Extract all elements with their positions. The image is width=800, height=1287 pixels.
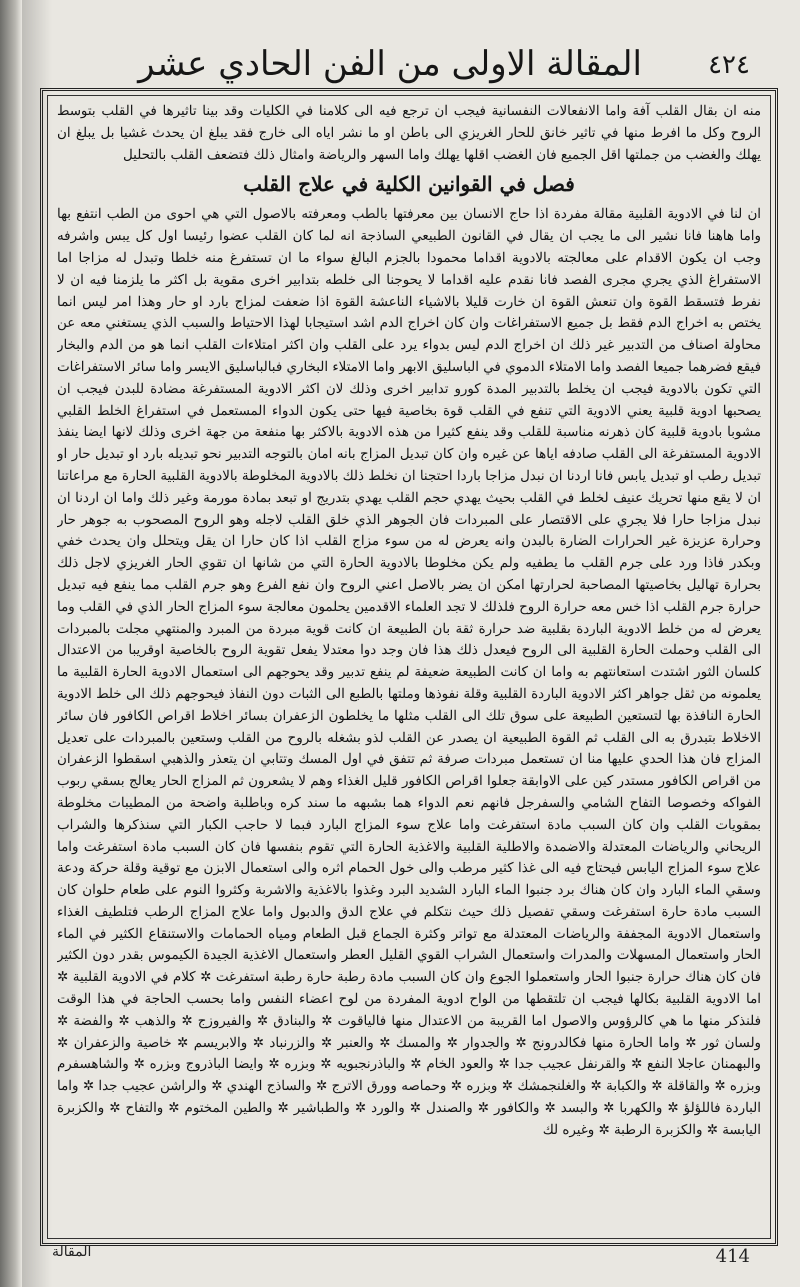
text-frame: [40, 88, 778, 1246]
section-heading: فصل في القوانين الكلية في علاج القلب: [243, 172, 575, 197]
running-title: المقالة الاولى من الفن الحادي عشر: [138, 44, 642, 84]
paragraph-1: منه ان بقال القلب آفة واما الانفعالات النفسانية فيجب ان ترجع فيه الى كلامنا في الكليات وقد بينا تاثيرها في القلب بتوسط الروح وكل ما افرط منها في تاثير خانق للحار الغريزي الى باطن او ما نشر اياه الى خارج فقد يبلغ ان يحدث غشيا بل يبلغ ان يهلك والغضب من جملتها اقل الجميع فان الغضب اقلها يهلك واما السهر والرياضة وامثال ذلك فتضعف القلب بالتحليل: [57, 104, 761, 163]
book-spine-shadow: [0, 0, 22, 1287]
footer-page-number: 414: [715, 1246, 750, 1267]
paragraph-2: ان لنا في الادوية القلبية مقالة مفردة اذا حاج الانسان بين معرفتها بالطب ومعرفته بالاصول التي هي احوى من الطب انتفع بها واما هاهنا فانا نشير الى ما يجب ان يقال في القانون الطبيعي الساذجة انه لما كان القلب عضوا رئيسا اول كل يبس واشرفه وجب ان يكون الاقدام على معالجته بالادوية اقداما محمودا بالجزم البالغ سواء ما ان تستفرغ منه خلطا وتبدل له مزاجا اما الاستفراغ الذي يجري مجرى الفصد فانا نقدم عليه اقداما لا يحوجنا الى خلطه بتدابير اخرى مقوية بل اكثر ما يلزمنا فيه ان لا نفرط فتسقط القوة وان تنعش القوة ان خارت قليلا بالاشياء الناعشة القوة اذا ضعفت لمزاج بارد او حار وهذا امر ليس انما يختص به اخراج الدم فقط بل جميع الاستفراغات وان كان اخراج الدم اشد استيجابا لهذا الاحتياط والسبب الذي يستغني معه عن محاولة اصناف من التدبير غير ذلك ان اخراج الدم ليس بدواء يرد على القلب وان اكثر امتلاءات القلب انما هو من الدم والبخار فيقع فضرهما جميعا الفصد واما الامتلاء الدموي في الباسليق الابهر واما الامتلاء البخاري فبالباسليق الايسر واما سائر الاستفراغات التي تكون بالادوية فيجب ان يخلط بالتدبير المدة كورو تدابير اخرى وذلك لان اكثر الادوية المستفرغة مضادة للبدن فيجب ان يصحبها ادوية قلبية يعني الادوية التي تنفع في القلب قوة بخاصية فيها حتى يكون الدواء المستعمل في استفراغ الخلط القلبي مشوبا بادوية قلبية كان ذهرنه مناسبة للقلب وقد ينفع كثيرا من هذه الادوية بالاكثر بها منفعة من جهة اخرى وذلك لانها ايضا ينفذ الادوية المستفرغة الى القلب صادفه اياها عن غيره وان كان تبديل المزاج بانه امان بالتوجه التدبير نحو تبديله بارد او تبديل حار او تبديل رطب او تبديل يابس فانا اردنا ان نبدل مزاجا باردا احتجنا ان نخلط ذلك بالادوية المخلوطة بالادوية القلبية الحارة مع مراعاتنا ان لا يقع منها تحريك عنيف لخلط في القلب بحيث يهدي حجم القلب يهدي بتدريج او تبعد بمادة مورمة وغير ذلك واما ان اردنا ان نبدل مزاجا حارا فلا يجري على الاقتصار على المبردات فان الجوهر الذي خلق القلب لاجله وهو الروح المصحوب به جوهر حار وحرارة عزيزة غير الحرارات الضارة بالبدن وانه يعرض له من سوء مزاج القلب اذا كان حارا ان يقل ويتحلل وان يحدث خفي وبكدر فاذا ورد على جرم القلب ما يطفيه ولم يكن مخلوطا بالادوية الحارة التي من شانها ان تقوي الحار الغريزي لاجل ذلك بحرارة تهاليل بخاصيتها المصاحبة لحرارتها امكن ان يضر بالاصل اعني الروح وان نفع الفرع وهو جرم القلب مما ينفع فيه تبديل حرارة جرم القلب اذا خس معه حرارة الروح فلذلك لا تجد العلماء الاقدمين يحلمون معالجة سوء المزاج الحار الذي في القلب وما يعرض له من خلط الادوية الباردة بقلبية ضد حرارة ثقة بان الطبيعة ان كانت قوية مبردة من المبرد والمنتهي مجلت بالمبردات الى القلب وحملت الحارة القلبية الى الروح فيعدل ذلك هذا فان وجد دوا معتدلا يفعل تقوية الروح بالخاصية اوقريبا من الاعتدال كلسان الثور اشتدت استعانتهم به واما ان كانت الطبيعة ضعيفة لم ينفع تدبير وقد يحوجهم الى استعمال الادوية الحارة القلبية ما يعلمونه من ثقل جواهر اكثر الادوية الباردة القلبية وقلة نفوذها وملتها بالطبع الى الثبات دون النفاذ فيحوجهم ذلك الى خلط الادوية الحارة النافذة بها لتستعين الطبيعة على سوق تلك الى القلب مثلها ما يخلطون الزعفران بسائر اخلاط اقراص الكافور فان سائر الاخلاط بتبدرق به الى القلب ثم القوة الطبيعية ان يصدر عن القلب لذو بشغله بالروح من القلب وستعين بالمبردات على تعديل المزاج فان هذا الحدي عليها منا ان تستعمل مبردات صرفة ثم تتفق في اول المسك وتتابي ان يتعذر والذهبي اسقطوا الزعفران من اقراص الكافور مستدر كين على الاوابقة جعلوا اقراص الكافور قليل الغذاء وهم لا يشعرون ثم المزاج الحار يعالج بسقي ربوب الفواكه وخصوصا التفاح الشامي والسفرجل فانهم نعم الدواء هما بشبهه ما سند كره وباطلبة واضحة من المطيبات مخلوطة بمقويات القلب وان كان السبب مادة استفرغت واما علاج سوء المزاج البارد فبما لا حاجب الكبار التي سنذكرها والشراب الريحاني والرياضات المعتدلة والاضمدة والاطلية القلبية والاغذية الحارة التي تقوم بنفسها فان كان السبب مادة استفرغت واما علاج سوء المزاج اليابس فيحتاج فيه الى غذا كثير مرطب والى خول الحمام اثره والى استعمال الابزن مع توقية وقلة حركة ودعة وسقي الماء البارد وان كان هناك برد جنبوا الماء البارد الشديد البرد وغذوا بالاغذية والاشربة وكثروا النوم على طعام حلوان كان السبب مادة حارة استفرغت وسقي تفصيل ذلك حيث نتكلم في علاج الدق والدبول واما علاج المزاج الرطب فتلطيف الغذاء واستعمال الادوية المجففة والرياضات المعتدلة مع تواتر وكثرة الجماع قبل الطعام ومياه الحمامات والاستنقاع الكثير في الماء الحار واستعمال المسهلات والمدرات واستعمال الشراب القوي القليل العطر واستعمال الاغذية الجيدة الكيموس بقدر دون الكثير فان كان هناك حرارة جنبوا الحار واستعملوا الجوع وان كان السبب مادة رطبة حارة رطبة استفرغت ✲ كلام في الادوية القلبية ✲ اما الادوية القلبية بكالها فيجب ان تلتقطها من الواح ادوية المفردة من لوح اعضاء النفس واما بحسب الحاجة في هذا الوقت فلنذكر منها ما هي كالرؤوس والاصول اما القريبة من الاعتدال منها فالياقوت ✲ والبنادق ✲ والفيروزج ✲ والذهب ✲ والفضة ✲ ولسان ثور ✲ واما الحارة منها فكالدرونج ✲ والجدوار ✲ والمسك ✲ والعنبر ✲ والزرنباد ✲ والابريسم ✲ خاصية والزعفران ✲ والبهمنان عاجلا النفع ✲ والقرنفل عجيب جدا ✲ والعود الخام ✲ والباذرنجبويه ✲ وبزره ✲ وايضا الباذروج وبزره ✲ والشاهسفرم وبزره ✲ والقاقلة ✲ والكبابة ✲ والغلنجمشك ✲ وبزره ✲ وحماصه وورق الاترج ✲ والساذج الهندي ✲ والراشن عجيب جدا ✲ واما الباردة فاللؤلؤ ✲ والكهربا ✲ والبسد ✲ والكافور ✲ والصندل ✲ والورد ✲ والطباشير ✲ والطين المختوم ✲ والتفاح ✲ والكزبرة اليابسة ✲ والكزبرة الرطبة ✲ وغيره لك: [57, 207, 761, 1138]
page-footer: [40, 1244, 772, 1280]
catchword: المقالة: [52, 1244, 92, 1260]
header-page-number: ٤٢٤: [708, 50, 750, 80]
body-text: [57, 101, 761, 1235]
